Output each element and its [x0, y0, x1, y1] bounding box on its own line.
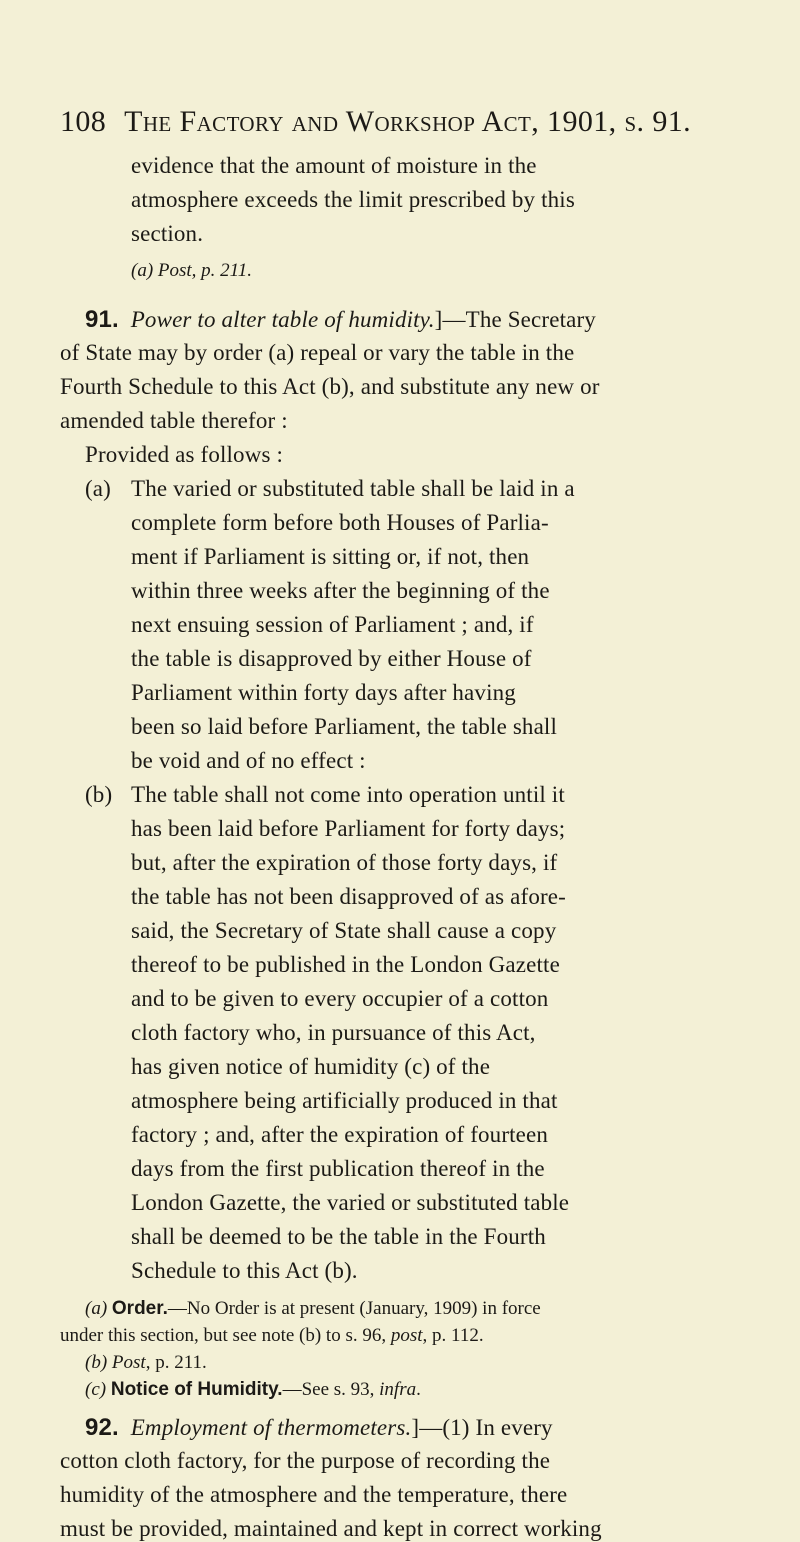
note-bold-title: Notice of Humidity. [110, 1379, 283, 1400]
para-b-line: said, the Secretary of State shall cause a copy [131, 918, 557, 943]
para-a-marker: (a) [85, 476, 111, 501]
note-a-line1 [85, 1298, 541, 1320]
para-b-line: and to be given to every occupier of a cotton [131, 986, 549, 1011]
section-text: —The Secretary [442, 307, 596, 332]
note-italic: infra [379, 1379, 417, 1400]
para-a-line: Parliament within forty days after having [131, 680, 516, 705]
para-b-line: cloth factory who, in pursuance of this Act, [131, 1020, 536, 1045]
note-marker: (a) [85, 1298, 108, 1319]
note-text: , p. 211. [145, 1352, 207, 1373]
page-header [60, 105, 740, 139]
para-b-line: has given notice of humidity (c) of the [131, 1054, 491, 1079]
para-a-line: been so laid before Parliament, the table shall [131, 714, 558, 739]
para-b-line: factory ; and, after the expiration of fourteen [131, 1122, 549, 1147]
note-text: under this section, but see note (b) to s. 96, [60, 1325, 391, 1346]
section-text: —(1) In every [419, 1415, 553, 1440]
para-a-line: the table is disapproved by either House of [131, 646, 532, 671]
intro-line: atmosphere exceeds the limit prescribed by this [131, 187, 575, 212]
para-b-line: shall be deemed to be the table in the Fourth [131, 1224, 546, 1249]
para-a-line: The varied or substituted table shall be laid in a [131, 476, 575, 501]
note-text: , p. 112. [422, 1325, 484, 1346]
note-italic: Post [111, 1352, 146, 1373]
intro-line: evidence that the amount of moisture in the [131, 153, 537, 178]
para-a-line: ment if Parliament is sitting or, if not, then [131, 544, 530, 569]
note-text: —No Order is at present (January, 1909) in force [167, 1298, 541, 1319]
section-heading: Power to alter table of humidity. [130, 307, 435, 332]
para-b-line: thereof to be published in the London Gazette [131, 952, 560, 977]
para-b-line: days from the first publication thereof in the [131, 1156, 545, 1181]
section-91-line: Fourth Schedule to this Act (b), and substitute any new or [60, 374, 600, 399]
section-91-line: of State may by order (a) repeal or vary the table in the [60, 340, 575, 365]
section-92-first-line: 92. Employment of thermometers.]—(1) In every [85, 1414, 553, 1441]
section-number: 91. [85, 306, 119, 333]
intro-line: section. [131, 221, 204, 246]
footnote-marker: (a) [131, 260, 154, 281]
running-title: The Factory and Workshop Act, 1901, s. 91. [124, 105, 692, 138]
note-marker: (c) [85, 1379, 107, 1400]
section-heading: Employment of thermometers. [130, 1415, 412, 1440]
para-b-marker: (b) [85, 782, 113, 807]
footnote-a-post [131, 260, 252, 282]
para-a-line: within three weeks after the beginning of the [131, 578, 550, 603]
para-b-line: but, after the expiration of those forty days, if [131, 850, 558, 875]
section-91-line: Provided as follows : [85, 442, 283, 467]
note-marker: (b) [85, 1352, 108, 1373]
footnote-text: Post, p. 211. [157, 260, 253, 281]
note-text: . [416, 1379, 421, 1400]
para-b-line: Schedule to this Act (b). [131, 1258, 358, 1283]
para-b-line: atmosphere being artificially produced in that [131, 1088, 558, 1113]
note-a-line2 [60, 1325, 484, 1347]
para-a-line: be void and of no effect : [131, 748, 366, 773]
page-number: 108 [60, 105, 107, 138]
para-b-line: London Gazette, the varied or substituted table [131, 1190, 570, 1215]
para-a-line: next ensuing session of Parliament ; and, if [131, 612, 534, 637]
section-91-line: amended table therefor : [60, 408, 288, 433]
para-a-line: complete form before both Houses of Parlia- [131, 510, 549, 535]
note-italic: post [390, 1325, 423, 1346]
note-bold-title: Order. [111, 1298, 168, 1319]
para-b-line: has been laid before Parliament for forty days; [131, 816, 566, 841]
section-92-line: must be provided, maintained and kept in correct working [60, 1516, 602, 1541]
section-92-line: humidity of the atmosphere and the temperature, there [60, 1482, 568, 1507]
section-number: 92. [85, 1414, 119, 1441]
section-91-first-line: 91. Power to alter table of humidity.]—The Secretary [85, 306, 596, 333]
note-text: —See s. 93, [282, 1379, 380, 1400]
note-c [85, 1379, 421, 1401]
note-b [85, 1352, 207, 1374]
section-92-line: cotton cloth factory, for the purpose of recording the [60, 1448, 551, 1473]
para-b-line: The table shall not come into operation until it [131, 782, 565, 807]
para-b-line: the table has not been disapproved of as afore- [131, 884, 566, 909]
